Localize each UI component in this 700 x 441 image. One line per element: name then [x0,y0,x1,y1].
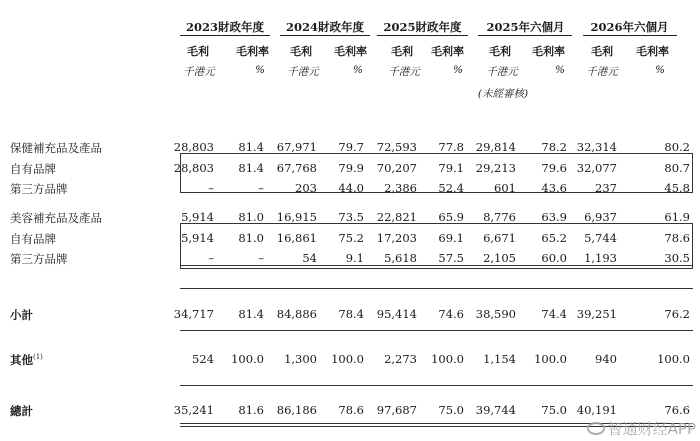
row-label-text: 美容補充品及產品 [10,211,102,225]
row-label-text: 自有品牌 [10,232,56,246]
gross-margin-cell: 78.2 [541,140,567,154]
gp-unit: 千港元 [486,66,518,78]
gross-margin-cell: 74.6 [438,307,464,321]
row-label [10,352,43,368]
period-title: 2026年六個月 [590,20,669,34]
row-label [10,210,102,226]
unaudited-note: (未經審核) [477,88,529,100]
gross-margin-cell: – [258,251,264,265]
gross-margin-header: 毛利率 [636,45,669,58]
gross-profit-cell: 5,618 [384,251,417,265]
period-underline [280,35,370,36]
gross-profit-cell: 40,191 [576,403,617,417]
gross-margin-cell: 78.6 [338,403,364,417]
gross-margin-cell: 81.6 [238,403,264,417]
gross-margin-header: 毛利率 [532,45,565,58]
gross-profit-cell: 237 [595,181,617,195]
watermark-text: 智通财经APP [607,420,696,438]
gross-profit-cell: 28,803 [173,140,214,154]
row-label-text: 第三方品牌 [10,252,68,266]
gross-margin-cell: 76.6 [664,403,690,417]
gross-margin-cell: 44.0 [338,181,364,195]
gross-profit-header: 毛利 [187,45,209,58]
gross-margin-cell: 60.0 [541,251,567,265]
gross-profit-cell: 70,207 [376,161,417,175]
gp-unit: 千港元 [388,66,420,78]
period-underline [180,35,270,36]
gross-margin-cell: 73.5 [338,210,364,224]
gross-profit-cell: 22,821 [376,210,417,224]
gross-profit-header: 毛利 [391,45,413,58]
gross-margin-header: 毛利率 [431,45,464,58]
gm-unit: % [353,64,363,76]
period-underline [377,35,468,36]
gross-profit-cell: 1,300 [284,352,317,366]
gp-unit: 千港元 [287,66,319,78]
gross-profit-cell: – [208,181,214,195]
gross-profit-cell: 601 [494,181,516,195]
gross-margin-cell: 45.8 [664,181,690,195]
period-title: 2023財政年度 [185,20,264,34]
gross-profit-cell: 72,593 [376,140,417,154]
gp-unit: 千港元 [183,66,215,78]
subtotal-rule [180,288,693,289]
gross-margin-cell: 52.4 [438,181,464,195]
gross-profit-cell: 32,077 [576,161,617,175]
gross-profit-cell: 28,803 [173,161,214,175]
gross-profit-header: 毛利 [489,45,511,58]
gross-margin-cell: 9.1 [345,251,364,265]
gross-margin-cell: 79.9 [338,161,364,175]
gross-margin-cell: 76.2 [664,307,690,321]
gross-margin-cell: 81.4 [238,140,264,154]
gross-profit-cell: – [208,251,214,265]
row-label-text: 第三方品牌 [10,182,68,196]
gross-margin-cell: 100.0 [231,352,264,366]
gross-profit-cell: 54 [302,251,317,265]
gross-profit-cell: 38,590 [475,307,516,321]
row-label-text: 保健補充品及產品 [10,141,102,155]
gross-margin-cell: 81.4 [238,161,264,175]
gross-margin-cell: – [258,181,264,195]
gross-profit-cell: 5,914 [181,210,214,224]
gross-margin-cell: 79.6 [541,161,567,175]
gross-margin-cell: 81.0 [238,210,264,224]
gross-profit-cell: 17,203 [376,231,417,245]
gross-profit-cell: 67,768 [276,161,317,175]
gross-margin-cell: 78.4 [338,307,364,321]
row-label [10,181,68,197]
gross-profit-cell: 39,744 [475,403,516,417]
row-label [10,251,68,267]
gross-profit-cell: 1,193 [584,251,617,265]
gross-margin-cell: 69.1 [438,231,464,245]
gross-margin-cell: 79.7 [338,140,364,154]
gross-profit-cell: 16,861 [276,231,317,245]
period-title: 2025年六個月 [486,20,565,34]
period-underline [583,35,677,36]
box-inner-rule [180,265,693,266]
gross-profit-cell: 8,776 [483,210,516,224]
gross-profit-cell: 5,744 [584,231,617,245]
gross-profit-cell: 203 [295,181,317,195]
gross-profit-cell: 2,105 [483,251,516,265]
gross-margin-cell: 81.0 [238,231,264,245]
gross-profit-cell: 86,186 [276,403,317,417]
gross-margin-header: 毛利率 [334,45,367,58]
gross-margin-cell: 77.8 [438,140,464,154]
gross-margin-cell: 65.2 [541,231,567,245]
row-label-text: 其他 [10,353,33,367]
watermark [587,418,696,439]
gross-margin-cell: 100.0 [657,352,690,366]
weibo-logo-icon [587,422,605,435]
gross-profit-cell: 1,154 [483,352,516,366]
total-rule [180,385,693,386]
gross-margin-cell: 65.9 [438,210,464,224]
gross-profit-cell: 524 [192,352,214,366]
row-label-text: 小計 [10,308,33,322]
gross-margin-cell: 100.0 [534,352,567,366]
gross-margin-cell: 74.4 [541,307,567,321]
gm-unit: % [255,64,265,76]
gross-margin-cell: 78.6 [664,231,690,245]
gross-margin-cell: 75.0 [541,403,567,417]
gross-margin-cell: 100.0 [331,352,364,366]
gross-margin-header: 毛利率 [236,45,269,58]
period-title: 2024財政年度 [285,20,364,34]
gross-profit-cell: 2,273 [384,352,417,366]
gross-margin-cell: 81.4 [238,307,264,321]
gross-profit-cell: 29,814 [475,140,516,154]
gross-profit-cell: 29,213 [475,161,516,175]
row-label [10,231,56,247]
gross-profit-header: 毛利 [290,45,312,58]
gross-profit-cell: 5,914 [181,231,214,245]
gross-profit-cell: 97,687 [376,403,417,417]
gross-profit-cell: 67,971 [276,140,317,154]
row-label [10,161,56,177]
gross-profit-cell: 6,937 [584,210,617,224]
gm-unit: % [555,64,565,76]
gross-profit-cell: 35,241 [173,403,214,417]
gross-margin-cell: 80.7 [664,161,690,175]
gp-unit: 千港元 [586,66,618,78]
gross-margin-cell: 100.0 [431,352,464,366]
gross-profit-cell: 940 [595,352,617,366]
row-label [10,307,33,323]
gm-unit: % [655,64,665,76]
gross-profit-cell: 6,671 [483,231,516,245]
gross-profit-cell: 39,251 [576,307,617,321]
gross-profit-cell: 95,414 [376,307,417,321]
gross-margin-cell: 79.1 [438,161,464,175]
others-rule [180,330,693,331]
row-label-text: 自有品牌 [10,162,56,176]
gross-profit-cell: 34,717 [173,307,214,321]
gross-margin-cell: 80.2 [664,140,690,154]
gross-margin-cell: 63.9 [541,210,567,224]
gross-margin-cell: 43.6 [541,181,567,195]
gross-margin-cell: 75.2 [338,231,364,245]
gross-margin-cell: 30.5 [664,251,690,265]
row-label-text: 總計 [10,404,33,418]
gross-margin-cell: 61.9 [664,210,690,224]
gross-profit-cell: 32,314 [576,140,617,154]
row-label [10,140,102,156]
footnote-marker: (1) [33,353,43,362]
gross-profit-cell: 2,386 [384,181,417,195]
gross-profit-cell: 84,886 [276,307,317,321]
row-label [10,403,33,419]
gm-unit: % [453,64,463,76]
gross-margin-cell: 75.0 [438,403,464,417]
period-underline [478,35,572,36]
gross-margin-cell: 57.5 [438,251,464,265]
gross-profit-cell: 16,915 [276,210,317,224]
gross-profit-header: 毛利 [591,45,613,58]
period-title: 2025財政年度 [383,20,462,34]
